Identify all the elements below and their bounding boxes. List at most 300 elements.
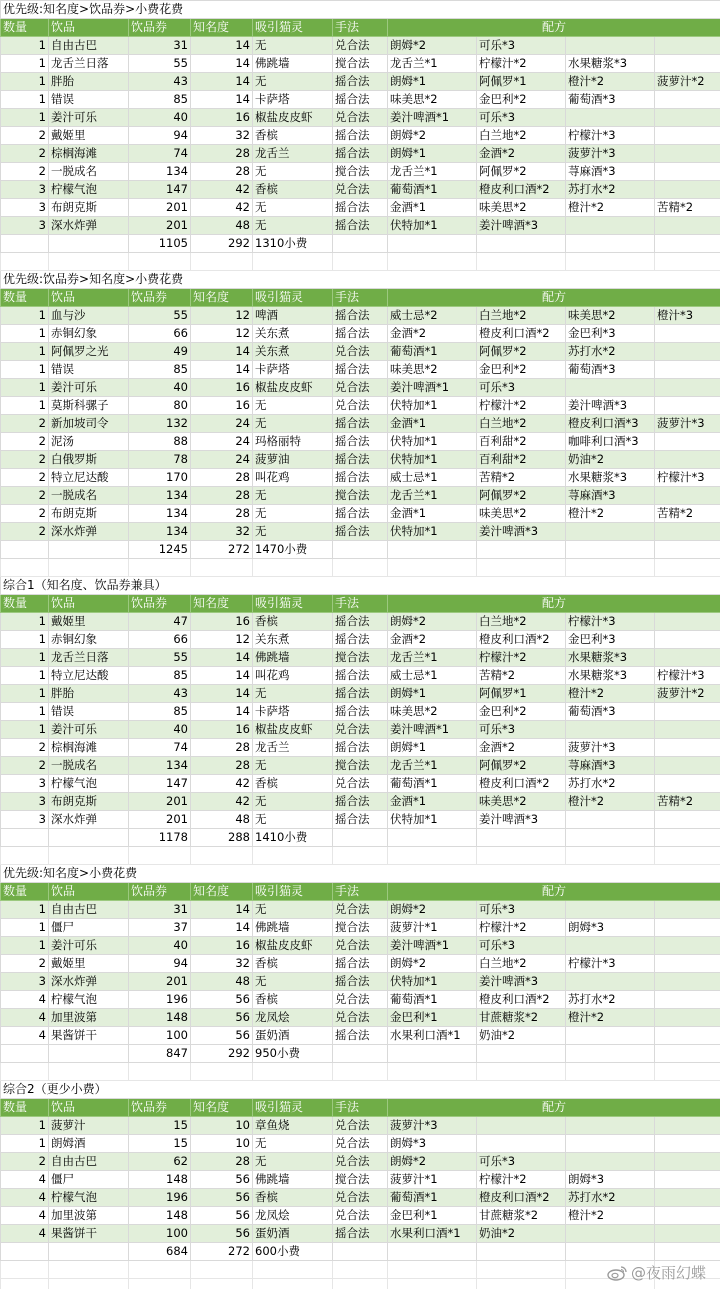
table-cell[interactable]: [655, 379, 720, 397]
table-cell[interactable]: 搅合法: [333, 1171, 388, 1189]
table-cell[interactable]: 兑合法: [333, 181, 388, 199]
table-cell[interactable]: 1: [1, 937, 49, 955]
table-cell[interactable]: 摇合法: [333, 415, 388, 433]
table-cell[interactable]: 56: [191, 1027, 253, 1045]
table-cell[interactable]: 4: [1, 1009, 49, 1027]
column-header[interactable]: 数量: [1, 289, 49, 307]
table-cell[interactable]: 香槟: [253, 775, 333, 793]
table-cell[interactable]: 42: [191, 775, 253, 793]
summary-cell[interactable]: [388, 829, 477, 847]
table-cell[interactable]: 白兰地*2: [477, 955, 566, 973]
table-cell[interactable]: 龙舌兰*1: [388, 487, 477, 505]
table-cell[interactable]: [566, 1153, 655, 1171]
summary-cell[interactable]: [49, 1243, 129, 1261]
table-cell[interactable]: 威士忌*1: [388, 469, 477, 487]
table-cell[interactable]: 1: [1, 631, 49, 649]
blank-cell[interactable]: [655, 559, 720, 577]
table-cell[interactable]: 兑合法: [333, 109, 388, 127]
table-cell[interactable]: [655, 775, 720, 793]
table-cell[interactable]: 朗姆*1: [388, 739, 477, 757]
blank-cell[interactable]: [253, 847, 333, 865]
section-title[interactable]: 综合2（更少小费）: [1, 1081, 720, 1099]
table-cell[interactable]: 朗姆*2: [388, 37, 477, 55]
table-cell[interactable]: 无: [253, 73, 333, 91]
table-cell[interactable]: 橙皮利口酒*2: [477, 181, 566, 199]
table-cell[interactable]: 无: [253, 397, 333, 415]
table-cell[interactable]: [655, 973, 720, 991]
table-cell[interactable]: 柠檬汁*3: [566, 955, 655, 973]
table-cell[interactable]: 摇合法: [333, 217, 388, 235]
blank-cell[interactable]: [1, 847, 49, 865]
table-cell[interactable]: 荨麻酒*3: [566, 487, 655, 505]
table-cell[interactable]: 55: [129, 307, 191, 325]
table-cell[interactable]: 14: [191, 919, 253, 937]
table-cell[interactable]: [655, 145, 720, 163]
table-cell[interactable]: 3: [1, 181, 49, 199]
table-cell[interactable]: 201: [129, 199, 191, 217]
table-cell[interactable]: 龙舌兰*1: [388, 55, 477, 73]
table-cell[interactable]: 白兰地*2: [477, 415, 566, 433]
table-cell[interactable]: 姜汁可乐: [49, 109, 129, 127]
table-cell[interactable]: 苏打水*2: [566, 775, 655, 793]
table-cell[interactable]: 龙舌兰*1: [388, 649, 477, 667]
table-cell[interactable]: 49: [129, 343, 191, 361]
summary-cell[interactable]: 272: [191, 1243, 253, 1261]
table-cell[interactable]: 1: [1, 361, 49, 379]
table-cell[interactable]: 无: [253, 973, 333, 991]
table-cell[interactable]: 搅合法: [333, 163, 388, 181]
table-cell[interactable]: 32: [191, 955, 253, 973]
table-cell[interactable]: 16: [191, 613, 253, 631]
table-cell[interactable]: 148: [129, 1171, 191, 1189]
table-cell[interactable]: 卡萨塔: [253, 361, 333, 379]
table-cell[interactable]: 布朗克斯: [49, 199, 129, 217]
table-cell[interactable]: 搅合法: [333, 55, 388, 73]
table-cell[interactable]: 无: [253, 757, 333, 775]
table-cell[interactable]: 味美思*2: [477, 505, 566, 523]
table-cell[interactable]: [655, 1189, 720, 1207]
table-cell[interactable]: 一脱成名: [49, 163, 129, 181]
blank-cell[interactable]: [253, 1279, 333, 1289]
column-header[interactable]: 数量: [1, 883, 49, 901]
table-cell[interactable]: 伏特加*1: [388, 433, 477, 451]
table-cell[interactable]: 摇合法: [333, 667, 388, 685]
table-cell[interactable]: 威士忌*1: [388, 667, 477, 685]
table-cell[interactable]: 兑合法: [333, 1009, 388, 1027]
table-cell[interactable]: 金酒*2: [388, 325, 477, 343]
table-cell[interactable]: 兑合法: [333, 37, 388, 55]
table-cell[interactable]: 错误: [49, 703, 129, 721]
table-cell[interactable]: 3: [1, 811, 49, 829]
blank-cell[interactable]: [129, 559, 191, 577]
table-cell[interactable]: 兑合法: [333, 1135, 388, 1153]
table-cell[interactable]: 味美思*2: [388, 91, 477, 109]
summary-cell[interactable]: [333, 1243, 388, 1261]
table-cell[interactable]: 搅合法: [333, 487, 388, 505]
column-header[interactable]: 手法: [333, 289, 388, 307]
table-cell[interactable]: 葡萄酒*3: [566, 91, 655, 109]
table-cell[interactable]: [655, 721, 720, 739]
table-cell[interactable]: 无: [253, 217, 333, 235]
table-cell[interactable]: 朗姆*1: [388, 145, 477, 163]
summary-cell[interactable]: [1, 1243, 49, 1261]
table-cell[interactable]: 43: [129, 685, 191, 703]
table-cell[interactable]: [566, 109, 655, 127]
table-cell[interactable]: [655, 1207, 720, 1225]
table-cell[interactable]: 朗姆*2: [388, 955, 477, 973]
table-cell[interactable]: 赤铜幻象: [49, 631, 129, 649]
summary-cell[interactable]: [1, 829, 49, 847]
table-cell[interactable]: 新加坡司令: [49, 415, 129, 433]
table-cell[interactable]: [655, 487, 720, 505]
table-cell[interactable]: 摇合法: [333, 469, 388, 487]
column-header[interactable]: 知名度: [191, 19, 253, 37]
table-cell[interactable]: 无: [253, 163, 333, 181]
table-cell[interactable]: 葡萄酒*1: [388, 775, 477, 793]
table-cell[interactable]: 橙皮利口酒*2: [477, 325, 566, 343]
table-cell[interactable]: 莫斯科骡子: [49, 397, 129, 415]
table-cell[interactable]: 柠檬汁*3: [655, 469, 720, 487]
table-cell[interactable]: 31: [129, 37, 191, 55]
table-cell[interactable]: 37: [129, 919, 191, 937]
table-cell[interactable]: 菠萝汁: [49, 1117, 129, 1135]
table-cell[interactable]: 橙汁*2: [566, 685, 655, 703]
summary-cell[interactable]: [388, 235, 477, 253]
table-cell[interactable]: 56: [191, 1009, 253, 1027]
table-cell[interactable]: 10: [191, 1135, 253, 1153]
table-cell[interactable]: 可乐*3: [477, 721, 566, 739]
blank-cell[interactable]: [49, 847, 129, 865]
table-cell[interactable]: 果酱饼干: [49, 1027, 129, 1045]
table-cell[interactable]: 金酒*2: [477, 739, 566, 757]
blank-cell[interactable]: [333, 847, 388, 865]
table-cell[interactable]: 朗姆*2: [388, 1153, 477, 1171]
table-cell[interactable]: [655, 1117, 720, 1135]
table-cell[interactable]: 深水炸弹: [49, 523, 129, 541]
table-cell[interactable]: [655, 397, 720, 415]
table-cell[interactable]: 橙皮利口酒*2: [477, 631, 566, 649]
table-cell[interactable]: 1: [1, 667, 49, 685]
summary-cell[interactable]: 1470小费: [253, 541, 333, 559]
table-cell[interactable]: 阿佩罗*2: [477, 163, 566, 181]
summary-cell[interactable]: [1, 541, 49, 559]
section-title[interactable]: 优先级:知名度>饮品券>小费花费: [1, 1, 720, 19]
blank-cell[interactable]: [566, 253, 655, 271]
table-cell[interactable]: 兑合法: [333, 1153, 388, 1171]
table-cell[interactable]: 朗姆*2: [388, 613, 477, 631]
table-cell[interactable]: 28: [191, 757, 253, 775]
table-cell[interactable]: 自由古巴: [49, 37, 129, 55]
table-cell[interactable]: 味美思*2: [388, 361, 477, 379]
table-cell[interactable]: 橙汁*2: [566, 1207, 655, 1225]
table-cell[interactable]: 龙舌兰: [253, 739, 333, 757]
table-cell[interactable]: [566, 721, 655, 739]
table-cell[interactable]: 134: [129, 487, 191, 505]
table-cell[interactable]: 88: [129, 433, 191, 451]
table-cell[interactable]: [566, 523, 655, 541]
table-cell[interactable]: 78: [129, 451, 191, 469]
summary-cell[interactable]: [477, 829, 566, 847]
summary-cell[interactable]: 950小费: [253, 1045, 333, 1063]
table-cell[interactable]: 2: [1, 163, 49, 181]
blank-cell[interactable]: [253, 1261, 333, 1279]
table-cell[interactable]: 伏特加*1: [388, 973, 477, 991]
table-cell[interactable]: 柠檬汁*2: [477, 649, 566, 667]
table-cell[interactable]: 深水炸弹: [49, 973, 129, 991]
table-cell[interactable]: 1: [1, 325, 49, 343]
table-cell[interactable]: [655, 919, 720, 937]
table-cell[interactable]: 无: [253, 487, 333, 505]
table-cell[interactable]: 金酒*2: [477, 145, 566, 163]
column-header[interactable]: 数量: [1, 1099, 49, 1117]
blank-cell[interactable]: [655, 253, 720, 271]
blank-cell[interactable]: [49, 1261, 129, 1279]
blank-cell[interactable]: [566, 559, 655, 577]
table-cell[interactable]: 94: [129, 127, 191, 145]
table-cell[interactable]: [566, 37, 655, 55]
table-cell[interactable]: 无: [253, 1135, 333, 1153]
summary-cell[interactable]: [566, 1045, 655, 1063]
table-cell[interactable]: [655, 163, 720, 181]
table-cell[interactable]: 16: [191, 721, 253, 739]
column-header[interactable]: 手法: [333, 595, 388, 613]
table-cell[interactable]: 棕榈海滩: [49, 145, 129, 163]
summary-cell[interactable]: 288: [191, 829, 253, 847]
table-cell[interactable]: 2: [1, 757, 49, 775]
table-cell[interactable]: 香槟: [253, 991, 333, 1009]
column-header[interactable]: 吸引猫灵: [253, 1099, 333, 1117]
table-cell[interactable]: 85: [129, 91, 191, 109]
summary-cell[interactable]: [655, 1243, 720, 1261]
table-cell[interactable]: 香槟: [253, 127, 333, 145]
table-cell[interactable]: 水果糖浆*3: [566, 667, 655, 685]
table-cell[interactable]: 3: [1, 199, 49, 217]
blank-cell[interactable]: [129, 1063, 191, 1081]
table-cell[interactable]: 错误: [49, 91, 129, 109]
blank-cell[interactable]: [388, 1279, 477, 1289]
column-header[interactable]: 吸引猫灵: [253, 595, 333, 613]
table-cell[interactable]: 无: [253, 523, 333, 541]
table-cell[interactable]: 3: [1, 217, 49, 235]
table-cell[interactable]: 1: [1, 1135, 49, 1153]
table-cell[interactable]: 奶油*2: [477, 1225, 566, 1243]
table-cell[interactable]: 橙汁*3: [655, 307, 720, 325]
table-cell[interactable]: 无: [253, 685, 333, 703]
table-cell[interactable]: 柠檬汁*2: [477, 919, 566, 937]
summary-cell[interactable]: 847: [129, 1045, 191, 1063]
table-cell[interactable]: 威士忌*2: [388, 307, 477, 325]
table-cell[interactable]: 百利甜*2: [477, 433, 566, 451]
table-cell[interactable]: 苦精*2: [477, 469, 566, 487]
table-cell[interactable]: 金巴利*2: [477, 703, 566, 721]
summary-cell[interactable]: [655, 541, 720, 559]
section-title[interactable]: 优先级:饮品券>知名度>小费花费: [1, 271, 720, 289]
table-cell[interactable]: 白兰地*2: [477, 613, 566, 631]
table-cell[interactable]: 32: [191, 523, 253, 541]
table-cell[interactable]: 水果利口酒*1: [388, 1225, 477, 1243]
table-cell[interactable]: [566, 1135, 655, 1153]
table-cell[interactable]: [655, 1153, 720, 1171]
table-cell[interactable]: 40: [129, 937, 191, 955]
table-cell[interactable]: 朗姆*1: [388, 685, 477, 703]
summary-cell[interactable]: 1410小费: [253, 829, 333, 847]
table-cell[interactable]: 奶油*2: [566, 451, 655, 469]
table-cell[interactable]: 2: [1, 955, 49, 973]
table-cell[interactable]: 14: [191, 37, 253, 55]
table-cell[interactable]: [655, 55, 720, 73]
table-cell[interactable]: 85: [129, 667, 191, 685]
table-cell[interactable]: 可乐*3: [477, 937, 566, 955]
table-cell[interactable]: 摇合法: [333, 91, 388, 109]
summary-cell[interactable]: [49, 829, 129, 847]
table-cell[interactable]: 85: [129, 361, 191, 379]
table-cell[interactable]: 柠檬气泡: [49, 775, 129, 793]
table-cell[interactable]: [655, 91, 720, 109]
table-cell[interactable]: [566, 937, 655, 955]
table-cell[interactable]: 兑合法: [333, 937, 388, 955]
table-cell[interactable]: 无: [253, 901, 333, 919]
blank-cell[interactable]: [129, 1261, 191, 1279]
table-cell[interactable]: 32: [191, 127, 253, 145]
table-cell[interactable]: [655, 217, 720, 235]
table-cell[interactable]: 24: [191, 451, 253, 469]
table-cell[interactable]: 40: [129, 379, 191, 397]
table-cell[interactable]: 4: [1, 991, 49, 1009]
table-cell[interactable]: 苏打水*2: [566, 181, 655, 199]
table-cell[interactable]: [477, 1117, 566, 1135]
table-cell[interactable]: 棕榈海滩: [49, 739, 129, 757]
table-cell[interactable]: [655, 613, 720, 631]
blank-cell[interactable]: [191, 559, 253, 577]
table-cell[interactable]: 柠檬汁*2: [477, 55, 566, 73]
table-cell[interactable]: 菠萝汁*3: [566, 739, 655, 757]
table-cell[interactable]: 147: [129, 181, 191, 199]
table-cell[interactable]: 啤酒: [253, 307, 333, 325]
column-header[interactable]: 手法: [333, 19, 388, 37]
table-cell[interactable]: [655, 433, 720, 451]
table-cell[interactable]: 摇合法: [333, 811, 388, 829]
table-cell[interactable]: [655, 631, 720, 649]
table-cell[interactable]: 4: [1, 1225, 49, 1243]
column-header[interactable]: 饮品券: [129, 883, 191, 901]
table-cell[interactable]: 1: [1, 919, 49, 937]
table-cell[interactable]: 龙舌兰*1: [388, 757, 477, 775]
table-cell[interactable]: 章鱼烧: [253, 1117, 333, 1135]
table-cell[interactable]: 血与沙: [49, 307, 129, 325]
table-cell[interactable]: 4: [1, 1027, 49, 1045]
blank-cell[interactable]: [388, 253, 477, 271]
table-cell[interactable]: 14: [191, 73, 253, 91]
table-cell[interactable]: 摇合法: [333, 199, 388, 217]
table-cell[interactable]: 椒盐皮皮虾: [253, 379, 333, 397]
summary-cell[interactable]: [477, 541, 566, 559]
table-cell[interactable]: 柠檬汁*3: [566, 613, 655, 631]
table-cell[interactable]: 兑合法: [333, 379, 388, 397]
table-cell[interactable]: 2: [1, 433, 49, 451]
blank-cell[interactable]: [191, 1063, 253, 1081]
table-cell[interactable]: 16: [191, 397, 253, 415]
table-cell[interactable]: 一脱成名: [49, 757, 129, 775]
table-cell[interactable]: 56: [191, 1171, 253, 1189]
table-cell[interactable]: 菠萝汁*3: [655, 415, 720, 433]
blank-cell[interactable]: [655, 1063, 720, 1081]
summary-cell[interactable]: 292: [191, 235, 253, 253]
table-cell[interactable]: 48: [191, 811, 253, 829]
table-cell[interactable]: [655, 1171, 720, 1189]
blank-cell[interactable]: [477, 559, 566, 577]
table-cell[interactable]: 148: [129, 1009, 191, 1027]
table-cell[interactable]: 菠萝汁*3: [388, 1117, 477, 1135]
table-cell[interactable]: 201: [129, 217, 191, 235]
table-cell[interactable]: 柠檬气泡: [49, 181, 129, 199]
section-title[interactable]: 综合1（知名度、饮品券兼具）: [1, 577, 720, 595]
table-cell[interactable]: 15: [129, 1117, 191, 1135]
table-cell[interactable]: [655, 1225, 720, 1243]
table-cell[interactable]: 摇合法: [333, 613, 388, 631]
table-cell[interactable]: 胖胎: [49, 685, 129, 703]
table-cell[interactable]: 苦精*2: [655, 199, 720, 217]
summary-cell[interactable]: [333, 235, 388, 253]
table-cell[interactable]: 56: [191, 991, 253, 1009]
table-cell[interactable]: [566, 1027, 655, 1045]
table-cell[interactable]: 关东煮: [253, 325, 333, 343]
table-cell[interactable]: 柠檬汁*2: [477, 397, 566, 415]
column-header[interactable]: 知名度: [191, 1099, 253, 1117]
table-cell[interactable]: [655, 955, 720, 973]
table-cell[interactable]: 特立尼达酸: [49, 667, 129, 685]
column-header[interactable]: 饮品券: [129, 289, 191, 307]
blank-cell[interactable]: [388, 559, 477, 577]
table-cell[interactable]: 朗姆*1: [388, 73, 477, 91]
table-cell[interactable]: 金巴利*3: [566, 325, 655, 343]
table-cell[interactable]: 咖啡利口酒*3: [566, 433, 655, 451]
table-cell[interactable]: 布朗克斯: [49, 505, 129, 523]
table-cell[interactable]: 56: [191, 1189, 253, 1207]
summary-cell[interactable]: 600小费: [253, 1243, 333, 1261]
table-cell[interactable]: 水果糖浆*3: [566, 469, 655, 487]
table-cell[interactable]: 可乐*3: [477, 379, 566, 397]
table-cell[interactable]: 错误: [49, 361, 129, 379]
table-cell[interactable]: 42: [191, 181, 253, 199]
summary-cell[interactable]: 684: [129, 1243, 191, 1261]
table-cell[interactable]: 摇合法: [333, 325, 388, 343]
blank-cell[interactable]: [191, 1279, 253, 1289]
blank-cell[interactable]: [333, 559, 388, 577]
table-cell[interactable]: 金巴利*2: [477, 361, 566, 379]
table-cell[interactable]: 摇合法: [333, 739, 388, 757]
summary-cell[interactable]: [388, 1045, 477, 1063]
table-cell[interactable]: 1: [1, 649, 49, 667]
blank-cell[interactable]: [388, 1261, 477, 1279]
table-cell[interactable]: 24: [191, 433, 253, 451]
blank-cell[interactable]: [566, 1063, 655, 1081]
table-cell[interactable]: 兑合法: [333, 721, 388, 739]
table-cell[interactable]: 菠萝汁*2: [655, 73, 720, 91]
table-cell[interactable]: 摇合法: [333, 1027, 388, 1045]
summary-cell[interactable]: 1310小费: [253, 235, 333, 253]
table-cell[interactable]: 2: [1, 145, 49, 163]
table-cell[interactable]: 摇合法: [333, 433, 388, 451]
table-cell[interactable]: 戴姬里: [49, 613, 129, 631]
section-title[interactable]: 优先级:知名度>小费花费: [1, 865, 720, 883]
table-cell[interactable]: 147: [129, 775, 191, 793]
summary-cell[interactable]: 292: [191, 1045, 253, 1063]
table-cell[interactable]: 可乐*3: [477, 1153, 566, 1171]
table-cell[interactable]: 柠檬汁*3: [566, 127, 655, 145]
summary-cell[interactable]: 1105: [129, 235, 191, 253]
table-cell[interactable]: 134: [129, 505, 191, 523]
blank-cell[interactable]: [1, 1261, 49, 1279]
